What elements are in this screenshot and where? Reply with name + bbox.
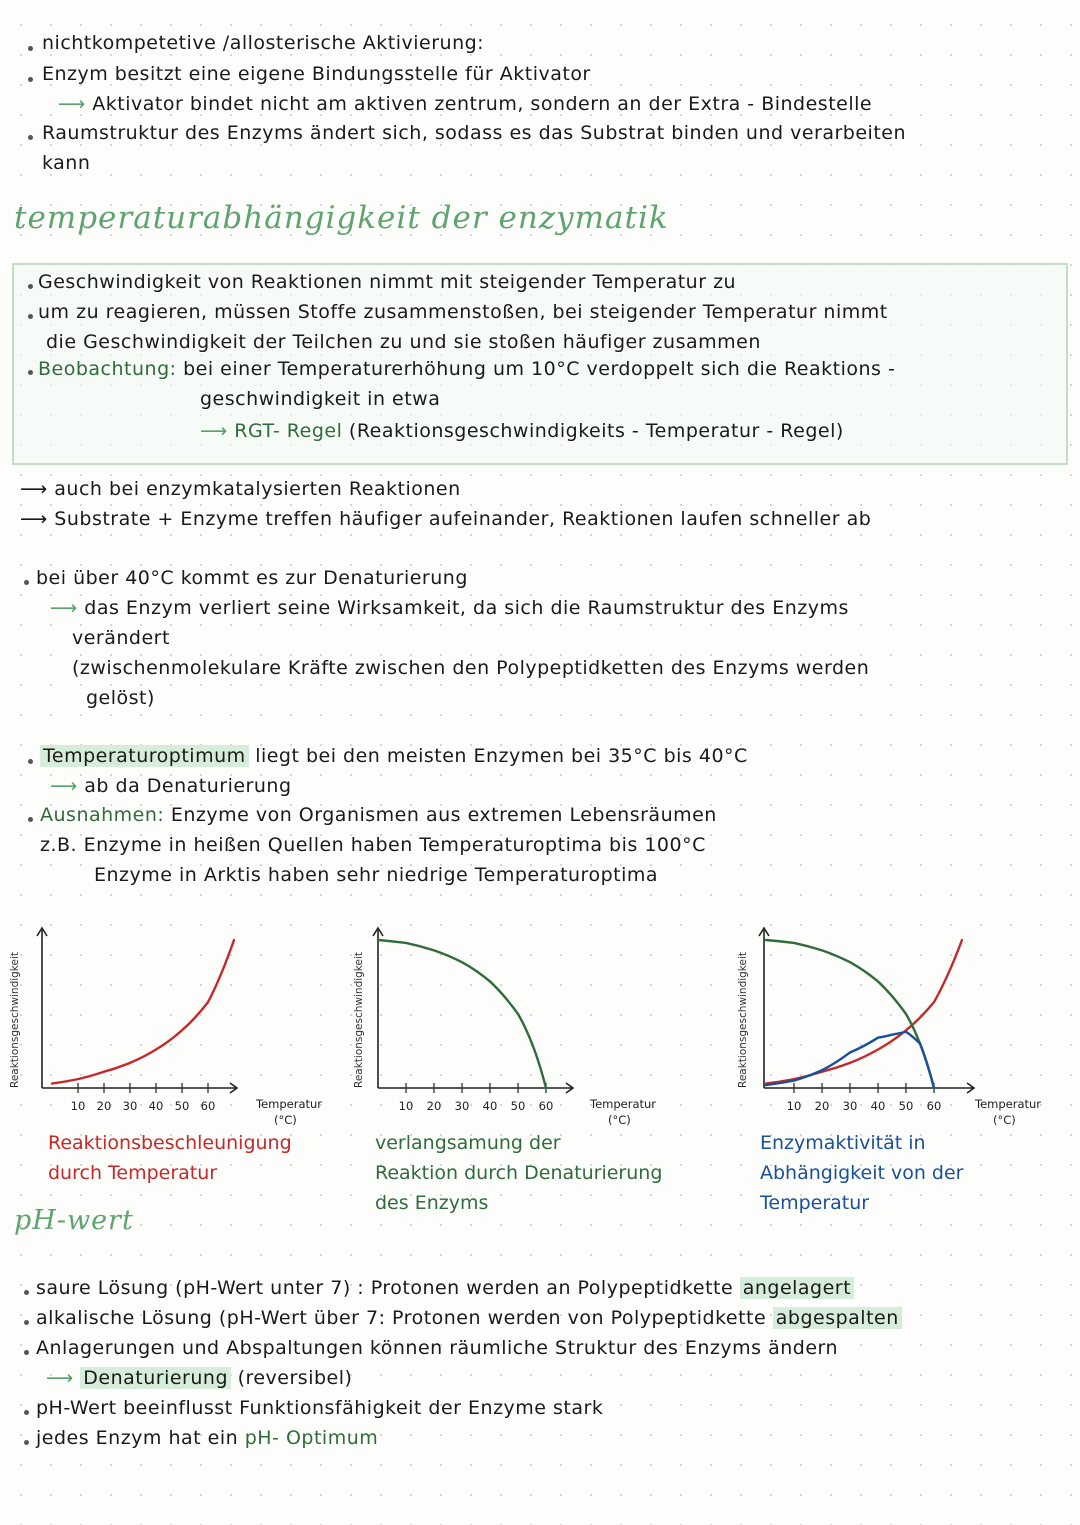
x-axis-unit: (°C)	[993, 1113, 1016, 1127]
x-axis-label: Temperatur	[975, 1097, 1042, 1111]
caption-line: des Enzyms	[375, 1192, 489, 1214]
chart-caption	[48, 1128, 292, 1188]
caption-line: Reaktion durch Denaturierung	[375, 1162, 663, 1184]
text-line	[58, 93, 872, 115]
bullet	[24, 580, 29, 585]
x-axis-unit: (°C)	[274, 1113, 297, 1127]
caption-line: Enzymaktivität in	[760, 1132, 926, 1154]
text-line	[50, 597, 849, 619]
arrow-icon: ⟶	[20, 478, 55, 500]
text: ab da Denaturierung	[84, 775, 292, 797]
x-axis-label: Temperatur	[256, 1097, 323, 1111]
text: das Enzym verliert seine Wirksamkeit, da sich die Raumstruktur des Enzyms	[84, 597, 849, 619]
y-axis-label: Reaktionsgeschwindigkeit	[9, 951, 21, 1088]
text: (reversibel)	[237, 1367, 353, 1389]
x-tick-label: 20	[426, 1099, 442, 1113]
x-tick-label: 10	[70, 1099, 86, 1113]
x-tick-label: 10	[786, 1099, 802, 1113]
bullet	[24, 1290, 29, 1295]
chart-caption	[760, 1128, 963, 1218]
text: alkalische Lösung (pH-Wert über 7: Protonen werden von Polypeptidkette	[36, 1307, 767, 1329]
x-tick-label: 30	[122, 1099, 138, 1113]
series-line	[378, 940, 546, 1088]
x-tick-label: 10	[398, 1099, 414, 1113]
text-line: die Geschwindigkeit der Teilchen zu und sie stoßen häufiger zusammen	[46, 331, 761, 353]
arrow-icon: ⟶	[50, 597, 85, 619]
y-axis-label: Reaktionsgeschwindigkeit	[737, 951, 749, 1088]
text-line	[50, 775, 292, 797]
text-line: geschwindigkeit in etwa	[200, 388, 441, 410]
x-tick-label: 50	[898, 1099, 914, 1113]
text-line	[20, 478, 461, 500]
ph-optimum-label: pH- Optimum	[244, 1427, 379, 1449]
text-line	[36, 1427, 378, 1449]
bullet	[28, 46, 33, 51]
bullet	[24, 1350, 29, 1355]
highlight: abgespalten	[773, 1307, 902, 1329]
text: bei einer Temperaturerhöhung um 10°C verdoppelt sich die Reaktions -	[183, 358, 896, 380]
text-line: um zu reagieren, müssen Stoffe zusammenstoßen, bei steigender Temperatur nimmt	[38, 301, 888, 323]
series-line	[766, 940, 934, 1088]
rgt-label: RGT- Regel	[234, 420, 343, 442]
x-tick-label: 30	[842, 1099, 858, 1113]
chart-caption	[375, 1128, 662, 1218]
bullet	[24, 1320, 29, 1325]
bullet	[28, 759, 33, 764]
series-line	[52, 940, 234, 1084]
arrow-icon: ⟶	[200, 420, 235, 442]
text-line: (zwischenmolekulare Kräfte zwischen den Polypeptidketten des Enzyms werden	[72, 657, 870, 679]
x-tick-label: 50	[174, 1099, 190, 1113]
text-line: Enzyme in Arktis haben sehr niedrige Temperaturoptima	[94, 864, 659, 886]
text-line: gelöst)	[86, 687, 155, 709]
text-line: pH-Wert beeinflusst Funktionsfähigkeit der Enzyme stark	[36, 1397, 604, 1419]
text: (Reaktionsgeschwindigkeits - Temperatur - Regel)	[348, 420, 844, 442]
text-line: Raumstruktur des Enzyms ändert sich, sodass es das Substrat binden und verarbeiten	[42, 122, 907, 144]
text-line	[36, 1307, 902, 1329]
x-tick-label: 60	[926, 1099, 942, 1113]
caption-line: Temperatur	[760, 1192, 870, 1214]
text-line: bei über 40°C kommt es zur Denaturierung	[36, 567, 468, 589]
text-line	[200, 420, 844, 442]
x-tick-label: 40	[482, 1099, 498, 1113]
text-line: kann	[42, 152, 91, 174]
text-line	[40, 804, 717, 826]
exceptions-label: Ausnahmen:	[40, 804, 165, 826]
text-line	[36, 1277, 854, 1299]
arrow-icon: ⟶	[20, 508, 55, 530]
x-tick-label: 20	[814, 1099, 830, 1113]
text-line: Geschwindigkeit von Reaktionen nimmt mit steigender Temperatur zu	[38, 271, 737, 293]
section-title: nichtkompetetive /allosterische Aktivierung:	[42, 32, 485, 54]
text: saure Lösung (pH-Wert unter 7) : Protonen werden an Polypeptidkette	[36, 1277, 734, 1299]
text-line: z.B. Enzyme in heißen Quellen haben Temperaturoptima bis 100°C	[40, 834, 706, 856]
bullet	[28, 135, 33, 140]
x-tick-label: 40	[870, 1099, 886, 1113]
text-line	[38, 358, 895, 380]
observation-label: Beobachtung:	[38, 358, 177, 380]
chart-denaturation-slowdown	[350, 915, 690, 1140]
text-line	[46, 1367, 352, 1389]
arrow-icon: ⟶	[58, 93, 93, 115]
x-tick-label: 40	[148, 1099, 164, 1113]
x-tick-label: 60	[200, 1099, 216, 1113]
chart-temperature-acceleration	[0, 915, 340, 1140]
denaturation-label: Denaturierung	[80, 1367, 231, 1389]
text: auch bei enzymkatalysierten Reaktionen	[54, 478, 461, 500]
section-heading: pH-wert	[14, 1205, 134, 1236]
x-tick-label: 50	[510, 1099, 526, 1113]
bullet	[28, 370, 33, 375]
x-tick-label: 60	[538, 1099, 554, 1113]
optimum-label: Temperaturoptimum	[40, 745, 249, 767]
highlight: angelagert	[740, 1277, 854, 1299]
section-heading: temperaturabhängigkeit der enzymatik	[14, 200, 669, 236]
y-axis-label: Reaktionsgeschwindigkeit	[353, 951, 365, 1088]
arrow-icon: ⟶	[46, 1367, 81, 1389]
x-tick-label: 20	[96, 1099, 112, 1113]
text: Enzyme von Organismen aus extremen Lebensräumen	[170, 804, 717, 826]
x-axis-unit: (°C)	[608, 1113, 631, 1127]
caption-line: Reaktionsbeschleunigung	[48, 1132, 292, 1154]
bullet	[28, 77, 33, 82]
x-tick-label: 30	[454, 1099, 470, 1113]
text-line	[20, 508, 871, 530]
text-line: Anlagerungen und Abspaltungen können räumliche Struktur des Enzyms ändern	[36, 1337, 839, 1359]
text-line: Enzym besitzt eine eigene Bindungsstelle für Aktivator	[42, 63, 591, 85]
bullet	[24, 1410, 29, 1415]
text: jedes Enzym hat ein	[36, 1427, 239, 1449]
bullet	[28, 817, 33, 822]
chart-enzyme-activity	[730, 915, 1075, 1140]
caption-line: durch Temperatur	[48, 1162, 218, 1184]
caption-line: Abhängigkeit von der	[760, 1162, 964, 1184]
arrow-icon: ⟶	[50, 775, 85, 797]
bullet	[28, 284, 33, 289]
text-line: verändert	[72, 627, 170, 649]
x-axis-label: Temperatur	[590, 1097, 657, 1111]
text: liegt bei den meisten Enzymen bei 35°C bis 40°C	[255, 745, 748, 767]
text-line	[40, 745, 748, 767]
series-line	[766, 940, 962, 1084]
caption-line: verlangsamung der	[375, 1132, 561, 1154]
text: Substrate + Enzyme treffen häufiger aufeinander, Reaktionen laufen schneller ab	[54, 508, 872, 530]
bullet	[28, 314, 33, 319]
text: Aktivator bindet nicht am aktiven zentrum, sondern an der Extra - Bindestelle	[92, 93, 873, 115]
bullet	[24, 1440, 29, 1445]
